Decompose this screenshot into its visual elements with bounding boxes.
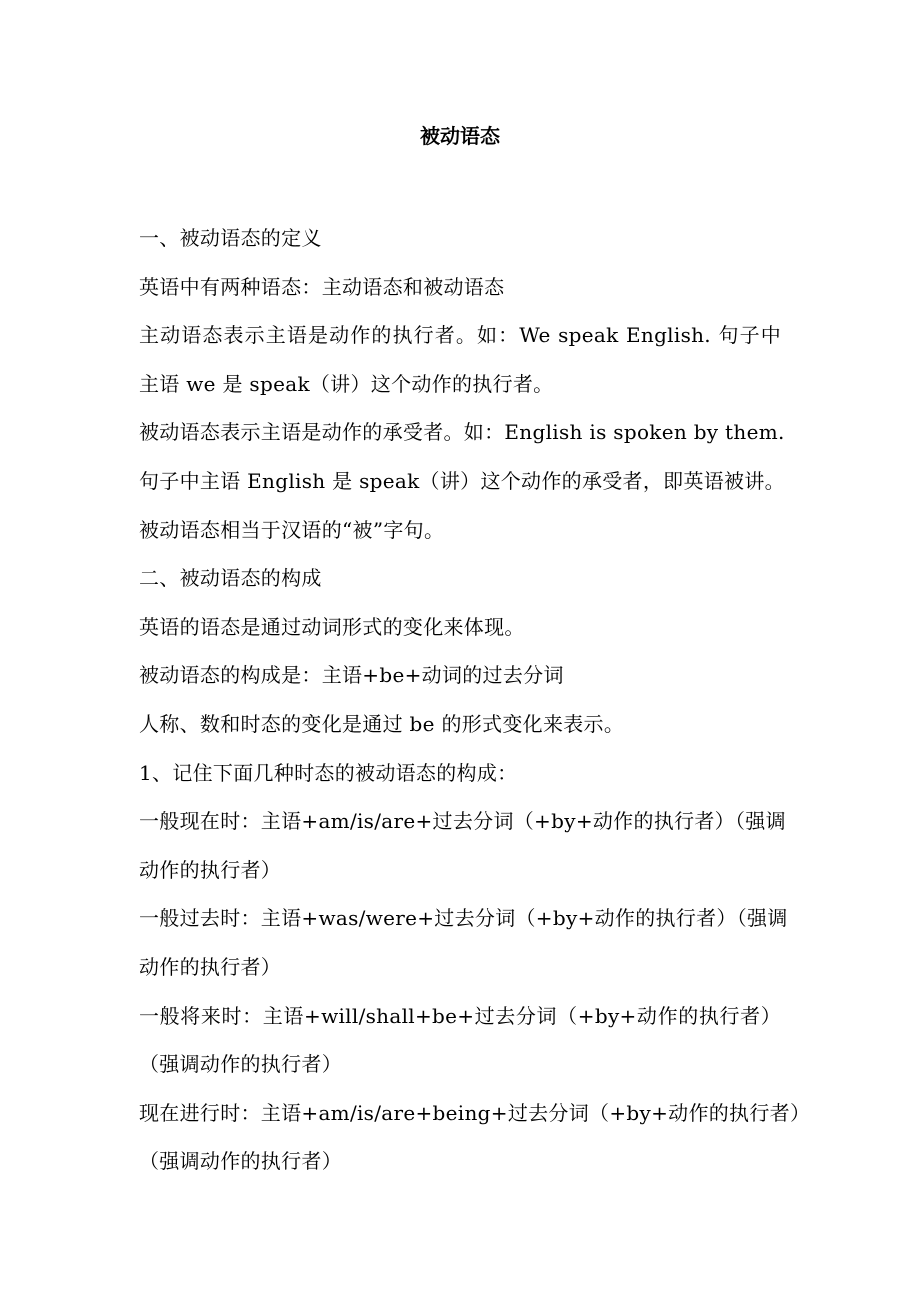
paragraph-line: 英语中有两种语态：主动语态和被动语态 — [139, 274, 505, 299]
paragraph-line: 主语 we 是 speak（讲）这个动作的执行者。 — [139, 371, 554, 396]
paragraph-line: 动作的执行者） — [139, 857, 282, 882]
subsection-heading: 1、记住下面几种时态的被动语态的构成： — [139, 760, 518, 785]
document-title: 被动语态 — [420, 124, 500, 148]
paragraph-line: 被动语态的构成是：主语+be+动词的过去分词 — [139, 663, 564, 688]
paragraph-line: 句子中主语 English 是 speak（讲）这个动作的承受者，即英语被讲。 — [139, 468, 785, 493]
paragraph-line: 一般过去时：主语+was/were+过去分词（+by+动作的执行者）（强调 — [139, 906, 788, 931]
paragraph-line: 一般将来时：主语+will/shall+be+过去分词（+by+动作的执行者） — [139, 1003, 781, 1028]
section-heading-construction: 二、被动语态的构成 — [139, 566, 322, 591]
paragraph-line: 英语的语态是通过动词形式的变化来体现。 — [139, 614, 525, 639]
paragraph-line: 被动语态相当于汉语的“被”字句。 — [139, 517, 445, 542]
paragraph-line: 动作的执行者） — [139, 954, 282, 979]
paragraph-line: 主动语态表示主语是动作的执行者。如：We speak English. 句子中 — [139, 323, 781, 348]
paragraph-line: 被动语态表示主语是动作的承受者。如：English is spoken by them. — [139, 420, 785, 445]
paragraph-line: （强调动作的执行者） — [139, 1149, 342, 1174]
paragraph-line: （强调动作的执行者） — [139, 1052, 342, 1077]
paragraph-line: 人称、数和时态的变化是通过 be 的形式变化来表示。 — [139, 711, 625, 736]
paragraph-line: 现在进行时：主语+am/is/are+being+过去分词（+by+动作的执行者） — [139, 1100, 811, 1125]
section-heading-definition: 一、被动语态的定义 — [139, 226, 322, 250]
document-body — [139, 214, 811, 1186]
paragraph-line: 一般现在时：主语+am/is/are+过去分词（+by+动作的执行者）（强调 — [139, 809, 786, 834]
